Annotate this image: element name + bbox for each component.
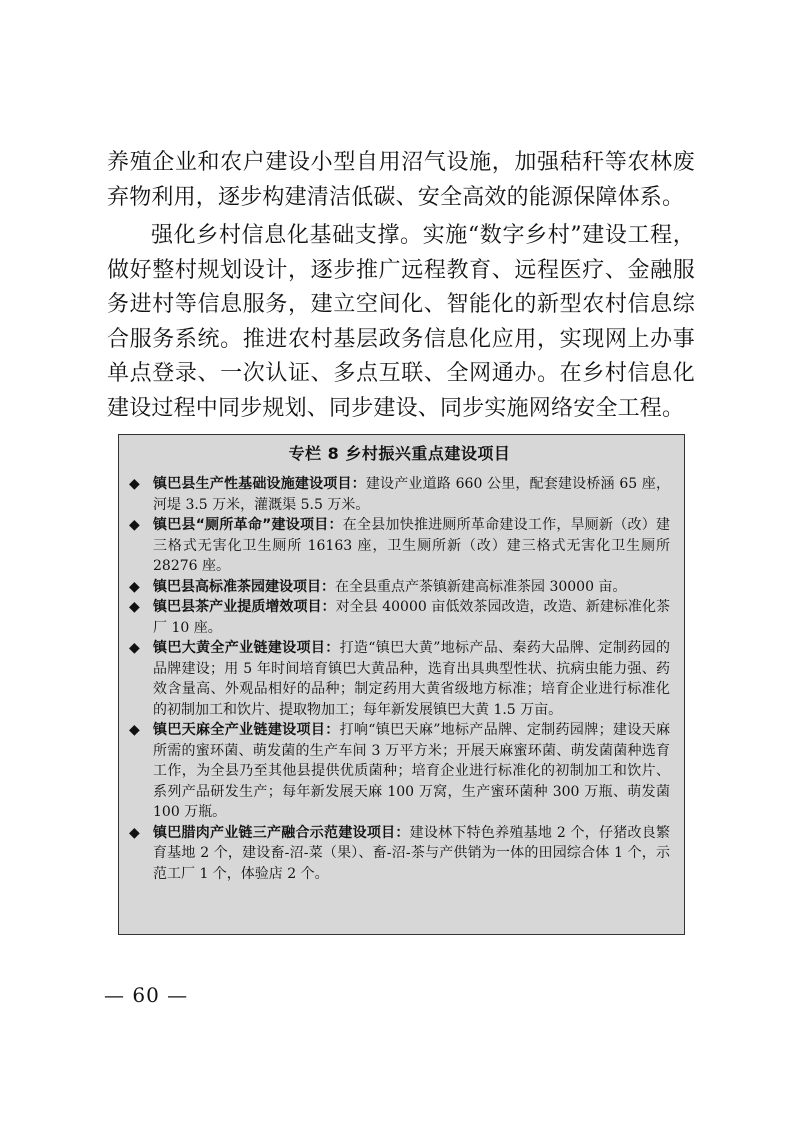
list-item	[129, 577, 670, 598]
list-item	[129, 823, 670, 885]
item-text: 打造“镇巴大黄”地标产品、秦药大品牌、定制药园的品牌建设；用 5 年时间培育镇巴大黄品种，选育出具典型性状、抗病虫能力强、药效含量高、外观品相好的品种；制定药用大黄省级地方标准；培育企业进行标准化的初制加工和饮片、提取物加工；每年新发展镇巴大黄 1.5 万亩。	[153, 640, 670, 718]
item-name: 镇巴县高标准茶园建设项目：	[153, 578, 335, 595]
list-item	[129, 515, 670, 577]
list-item	[129, 474, 670, 515]
diamond-bullet-icon: ◆	[129, 640, 140, 656]
item-name: 镇巴县“厕所革命”建设项目：	[153, 517, 343, 533]
item-name: 镇巴天麻全产业链建设项目：	[153, 722, 340, 738]
item-name: 镇巴大黄全产业链建设项目：	[153, 640, 340, 656]
column-box-rural-revitalization	[118, 434, 685, 935]
diamond-bullet-icon: ◆	[129, 476, 140, 492]
item-text: 建设林下特色养殖基地 2 个，仔猪改良繁育基地 2 个，建设畜-沼-菜（果）、畜-沼-茶与产供销为一体的田园综合体 1 个，示范工厂 1 个，体验店 2 个。	[153, 824, 670, 882]
item-text: 在全县加快推进厕所革命建设工作，旱厕新（改）建三格式无害化卫生厕所 16163 座，卫生厕所新（改）建三格式无害化卫生厕所 28276 座。	[153, 517, 671, 574]
item-text: 建设产业道路 660 公里，配套建设桥涵 65 座，河堤 3.5 万米，灌溉渠 5.5 万米。	[153, 476, 670, 513]
list-item	[129, 597, 670, 638]
diamond-bullet-icon: ◆	[129, 517, 140, 533]
diamond-bullet-icon: ◆	[129, 722, 140, 738]
paragraph-energy: 养殖企业和农户建设小型自用沼气设施，加强秸秆等农林废弃物利用，逐步构建清洁低碳、安全高效的能源保障体系。	[107, 150, 695, 210]
item-name: 镇巴腊肉产业链三产融合示范建设项目：	[153, 824, 410, 841]
item-text: 在全县重点产茶镇新建高标准茶园 30000 亩。	[335, 578, 627, 595]
diamond-bullet-icon: ◆	[129, 824, 140, 841]
item-name: 镇巴县茶产业提质增效项目：	[153, 599, 336, 615]
item-name: 镇巴县生产性基础设施建设项目：	[153, 476, 366, 492]
diamond-bullet-icon: ◆	[129, 578, 140, 595]
diamond-bullet-icon: ◆	[129, 599, 140, 615]
paragraph-informatization: 强化乡村信息化基础支撑。实施“数字乡村”建设工程，做好整村规划设计，逐步推广远程教育、远程医疗、金融服务进村等信息服务，建立空间化、智能化的新型农村信息综合服务系统。推进农村基层政务信息化应用，实现网上办事单点登录、一次认证、多点互联、全网通办。在乡村信息化建设过程中同步规划、同步建设、同步实施网络安全工程。	[107, 223, 695, 421]
list-item	[129, 638, 670, 720]
item-text: 打响“镇巴天麻”地标产品牌、定制药园牌；建设天麻所需的蜜环菌、萌发菌的生产车间 3 万平方米；开展天麻蜜环菌、萌发菌菌种选育工作，为全县乃至其他县提供优质菌种；培育企业进行标准化的初制加工和饮片、系列产品研发生产；每年新发展天麻 100 万窝，生产蜜环菌种 300 万瓶、萌发菌 100 万瓶。	[153, 722, 670, 820]
item-text: 对全县 40000 亩低效茶园改造，改造、新建标准化茶厂 10 座。	[153, 599, 671, 636]
list-item	[129, 720, 670, 823]
page-number: — 60 —	[104, 983, 189, 1007]
column-box-title: 专栏 8 乡村振兴重点建设项目	[288, 444, 511, 463]
